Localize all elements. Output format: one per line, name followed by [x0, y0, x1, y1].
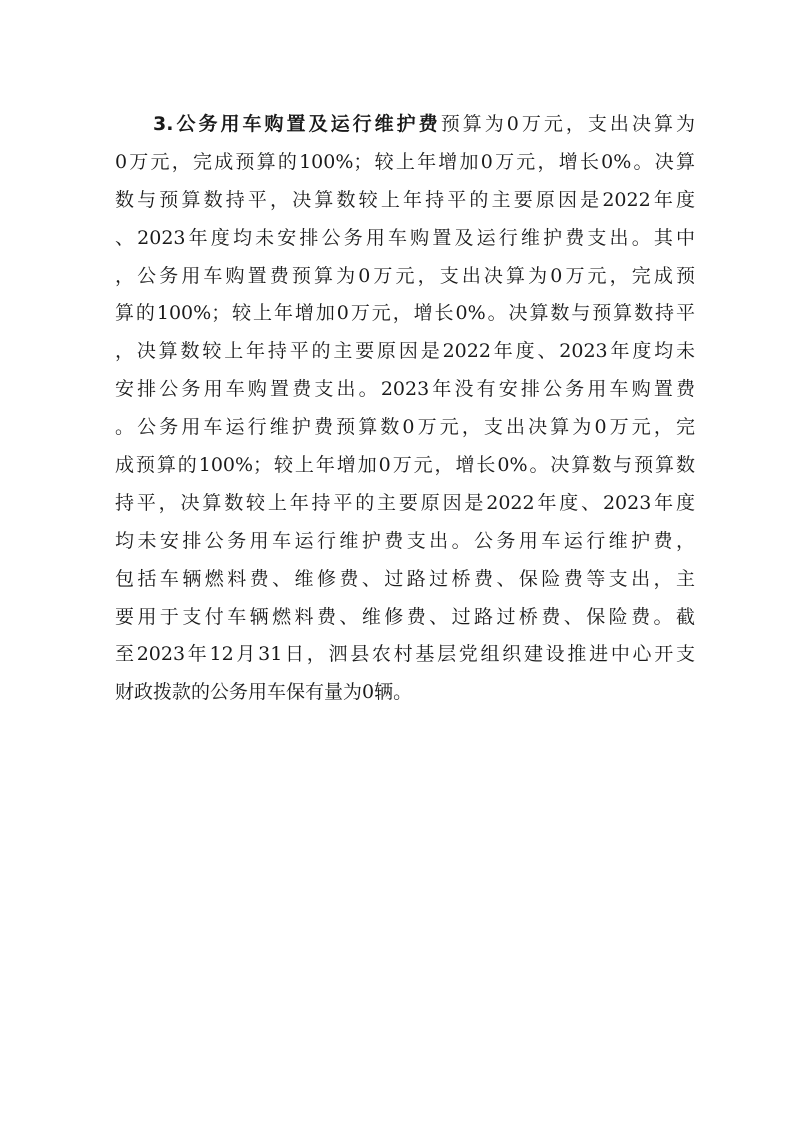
paragraph-line-11: 持平，决算数较上年持平的主要原因是2022年度、2023年度 — [115, 491, 695, 514]
paragraph-line-15: 至2023年12月31日，泗县农村基层党组织建设推进中心开支 — [115, 643, 695, 666]
paragraph-line-9: 。公务用车运行维护费预算数0万元，支出决算为0万元，完 — [115, 416, 695, 439]
paragraph-line-14: 要用于支付车辆燃料费、维修费、过路过桥费、保险费。截 — [115, 605, 695, 628]
paragraph-line-16: 财政拨款的公务用车保有量为0辆。 — [115, 681, 413, 704]
paragraph-line-4: 、2023年度均未安排公务用车购置及运行维护费支出。其中 — [115, 226, 695, 249]
paragraph-line-2: 0万元，完成预算的100%；较上年增加0万元，增长0%。决算 — [115, 150, 695, 173]
paragraph-line-12: 均未安排公务用车运行维护费支出。公务用车运行维护费， — [115, 529, 695, 552]
section-heading: 3.公务用车购置及运行维护费 — [153, 113, 441, 135]
paragraph-line-13: 包括车辆燃料费、维修费、过路过桥费、保险费等支出，主 — [115, 567, 695, 590]
paragraph-line-8: 安排公务用车购置费支出。2023年没有安排公务用车购置费 — [115, 378, 695, 401]
paragraph-line-7: ，决算数较上年持平的主要原因是2022年度、2023年度均未 — [115, 340, 695, 363]
heading-continuation: 预算为0万元，支出决算为 — [440, 113, 695, 135]
paragraph-line-1 — [115, 106, 695, 144]
paragraph-line-10: 成预算的100%；较上年增加0万元，增长0%。决算数与预算数 — [115, 454, 695, 477]
body-paragraph — [115, 106, 695, 712]
paragraph-line-6: 算的100%；较上年增加0万元，增长0%。决算数与预算数持平 — [115, 302, 695, 325]
paragraph-line-3: 数与预算数持平，决算数较上年持平的主要原因是2022年度 — [115, 188, 695, 211]
paragraph-line-5: ，公务用车购置费预算为0万元，支出决算为0万元，完成预 — [115, 264, 695, 287]
